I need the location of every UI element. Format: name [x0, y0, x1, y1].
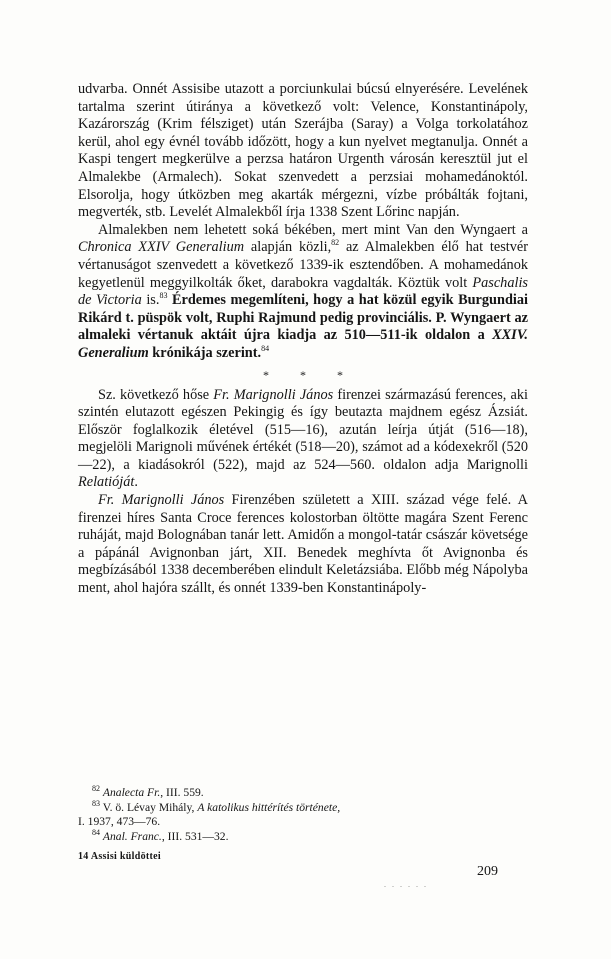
- text-run: , III. 531—32.: [161, 829, 229, 843]
- italic-name: Paschalis de Victoria: [78, 274, 528, 309]
- text-run: Sz. következő hőse: [98, 386, 214, 403]
- paragraph-4: [78, 492, 528, 598]
- text-run: V. ö. Lévay Mihály,: [100, 800, 198, 814]
- paragraph-1-text: udvarba. Onnét Assisibe utazott a porciunkulai búcsú elnyerésére. Levelének tartalma szerint útiránya a következő volt: Velence, Konstantinápoly, Kazárország (Krim félsziget) után Szerájba (Saray) a Volga torkolatához kerül, ahol egy évnél tovább időzött, hogy a kun nyelvet megtanulja. Onnét a Kaspi tengert megkerülve a perzsa határon Urgenth városán keresztül jut el Almalekbe (Armalech). Sokat szenvedett a perzsiai mohamedánoktól. Elsorolja, hogy útközben meg akarták mérgezni, vízbe próbálták fojtani, megverték, stb. Levelét Almalekből írja 1338 Szent Lőrinc napján.: [78, 81, 528, 221]
- italic-title: Analecta Fr.: [102, 786, 161, 799]
- bold-text-run: Érdemes megemlíteni, hogy a hat közül egyik Burgundiai Rikárd t. püspök volt, Ruphi Rajmund pedig provinciális. P. Wyngaert az almaleki vértanuk aktáit újra kiadja az 510—511-ik oldalon a: [78, 292, 528, 344]
- text-run: Almalekben nem lehetett soká békében, mert mint Van den Wyngaert a: [98, 221, 528, 238]
- footnotes: [78, 786, 528, 844]
- paragraph-1: [78, 81, 528, 222]
- italic-name: Fr. Marignolli János: [98, 492, 225, 509]
- paragraph-2: [78, 222, 528, 363]
- text-run: .: [134, 474, 138, 491]
- text-run: firenzei származású ferences, aki szintén elutazott egészen Pekingig és így beutazta majdnem egész Ázsiát. Először foglalkozik életével (515—16), azután leírja útját (516—18), megjelöli Marignoli művének értékét (518—20), számot ad a kódexekről (520—22), a kiadásokról (522), majd az 524—560. oldalon adja Marignolli: [78, 386, 528, 473]
- footnote-number: 84: [92, 827, 100, 837]
- italic-name: Fr. Marignolli János: [213, 386, 334, 403]
- print-specks: . . . . . .: [384, 880, 428, 889]
- footnote-84: [78, 827, 528, 845]
- printer-signature: 14 Assisi küldöttei: [78, 851, 161, 862]
- footnote-ref-83: 83: [159, 291, 168, 301]
- page-number: 209: [477, 864, 498, 879]
- italic-title: A katolikus hittérítés története,: [197, 800, 341, 814]
- text-run: Firenzében született a XIII. század vége felé. A firenzei híres Santa Croce ferences kolostorban öltötte magára Szent Ferenc ruháját, majd Bolognában tanár lett. Amidőn a mongol-tatár császár követsége a pápánál Avignonban járt, XII. Benedek meghívta őt Avignonba és megbízásából 1338 decemberében elindult Keletázsiába. Előbb még Nápolyba ment, ahol hajóra szállt, és onnét 1339-ben Konstantinápoly-: [78, 492, 528, 597]
- footnote-82: [78, 786, 528, 801]
- italic-title: Relatióját: [78, 474, 135, 491]
- text-run: az Almalekben élő hat testvér vértanuságot szenvedett a következő 1339-ik esztendőben. A mohamedánok kegyetlenül meggyilkolták őket, darabokra vagdalták. Köztük volt: [78, 239, 528, 291]
- bold-text-run: krónikája szerint.: [148, 344, 262, 361]
- main-text: [78, 81, 528, 598]
- italic-title: Chronica XXIV Generalium: [78, 239, 245, 256]
- bold-italic-title: XXIV. Generalium: [78, 327, 528, 361]
- footnote-ref-82: 82: [331, 238, 340, 248]
- paragraph-3: [78, 387, 528, 493]
- text-run: , III. 559.: [160, 786, 204, 799]
- text-run: is.: [141, 292, 160, 309]
- italic-title: Anal. Franc.: [102, 829, 162, 843]
- footnote-83: [78, 798, 528, 830]
- footnote-number: 83: [92, 798, 100, 808]
- text-run: alapján közli,: [244, 239, 332, 256]
- footnote-number: 82: [92, 784, 100, 794]
- section-separator: * * *: [263, 367, 357, 382]
- text-run: I. 1937, 473—76.: [78, 815, 161, 828]
- footnote-ref-84: 84: [261, 344, 270, 354]
